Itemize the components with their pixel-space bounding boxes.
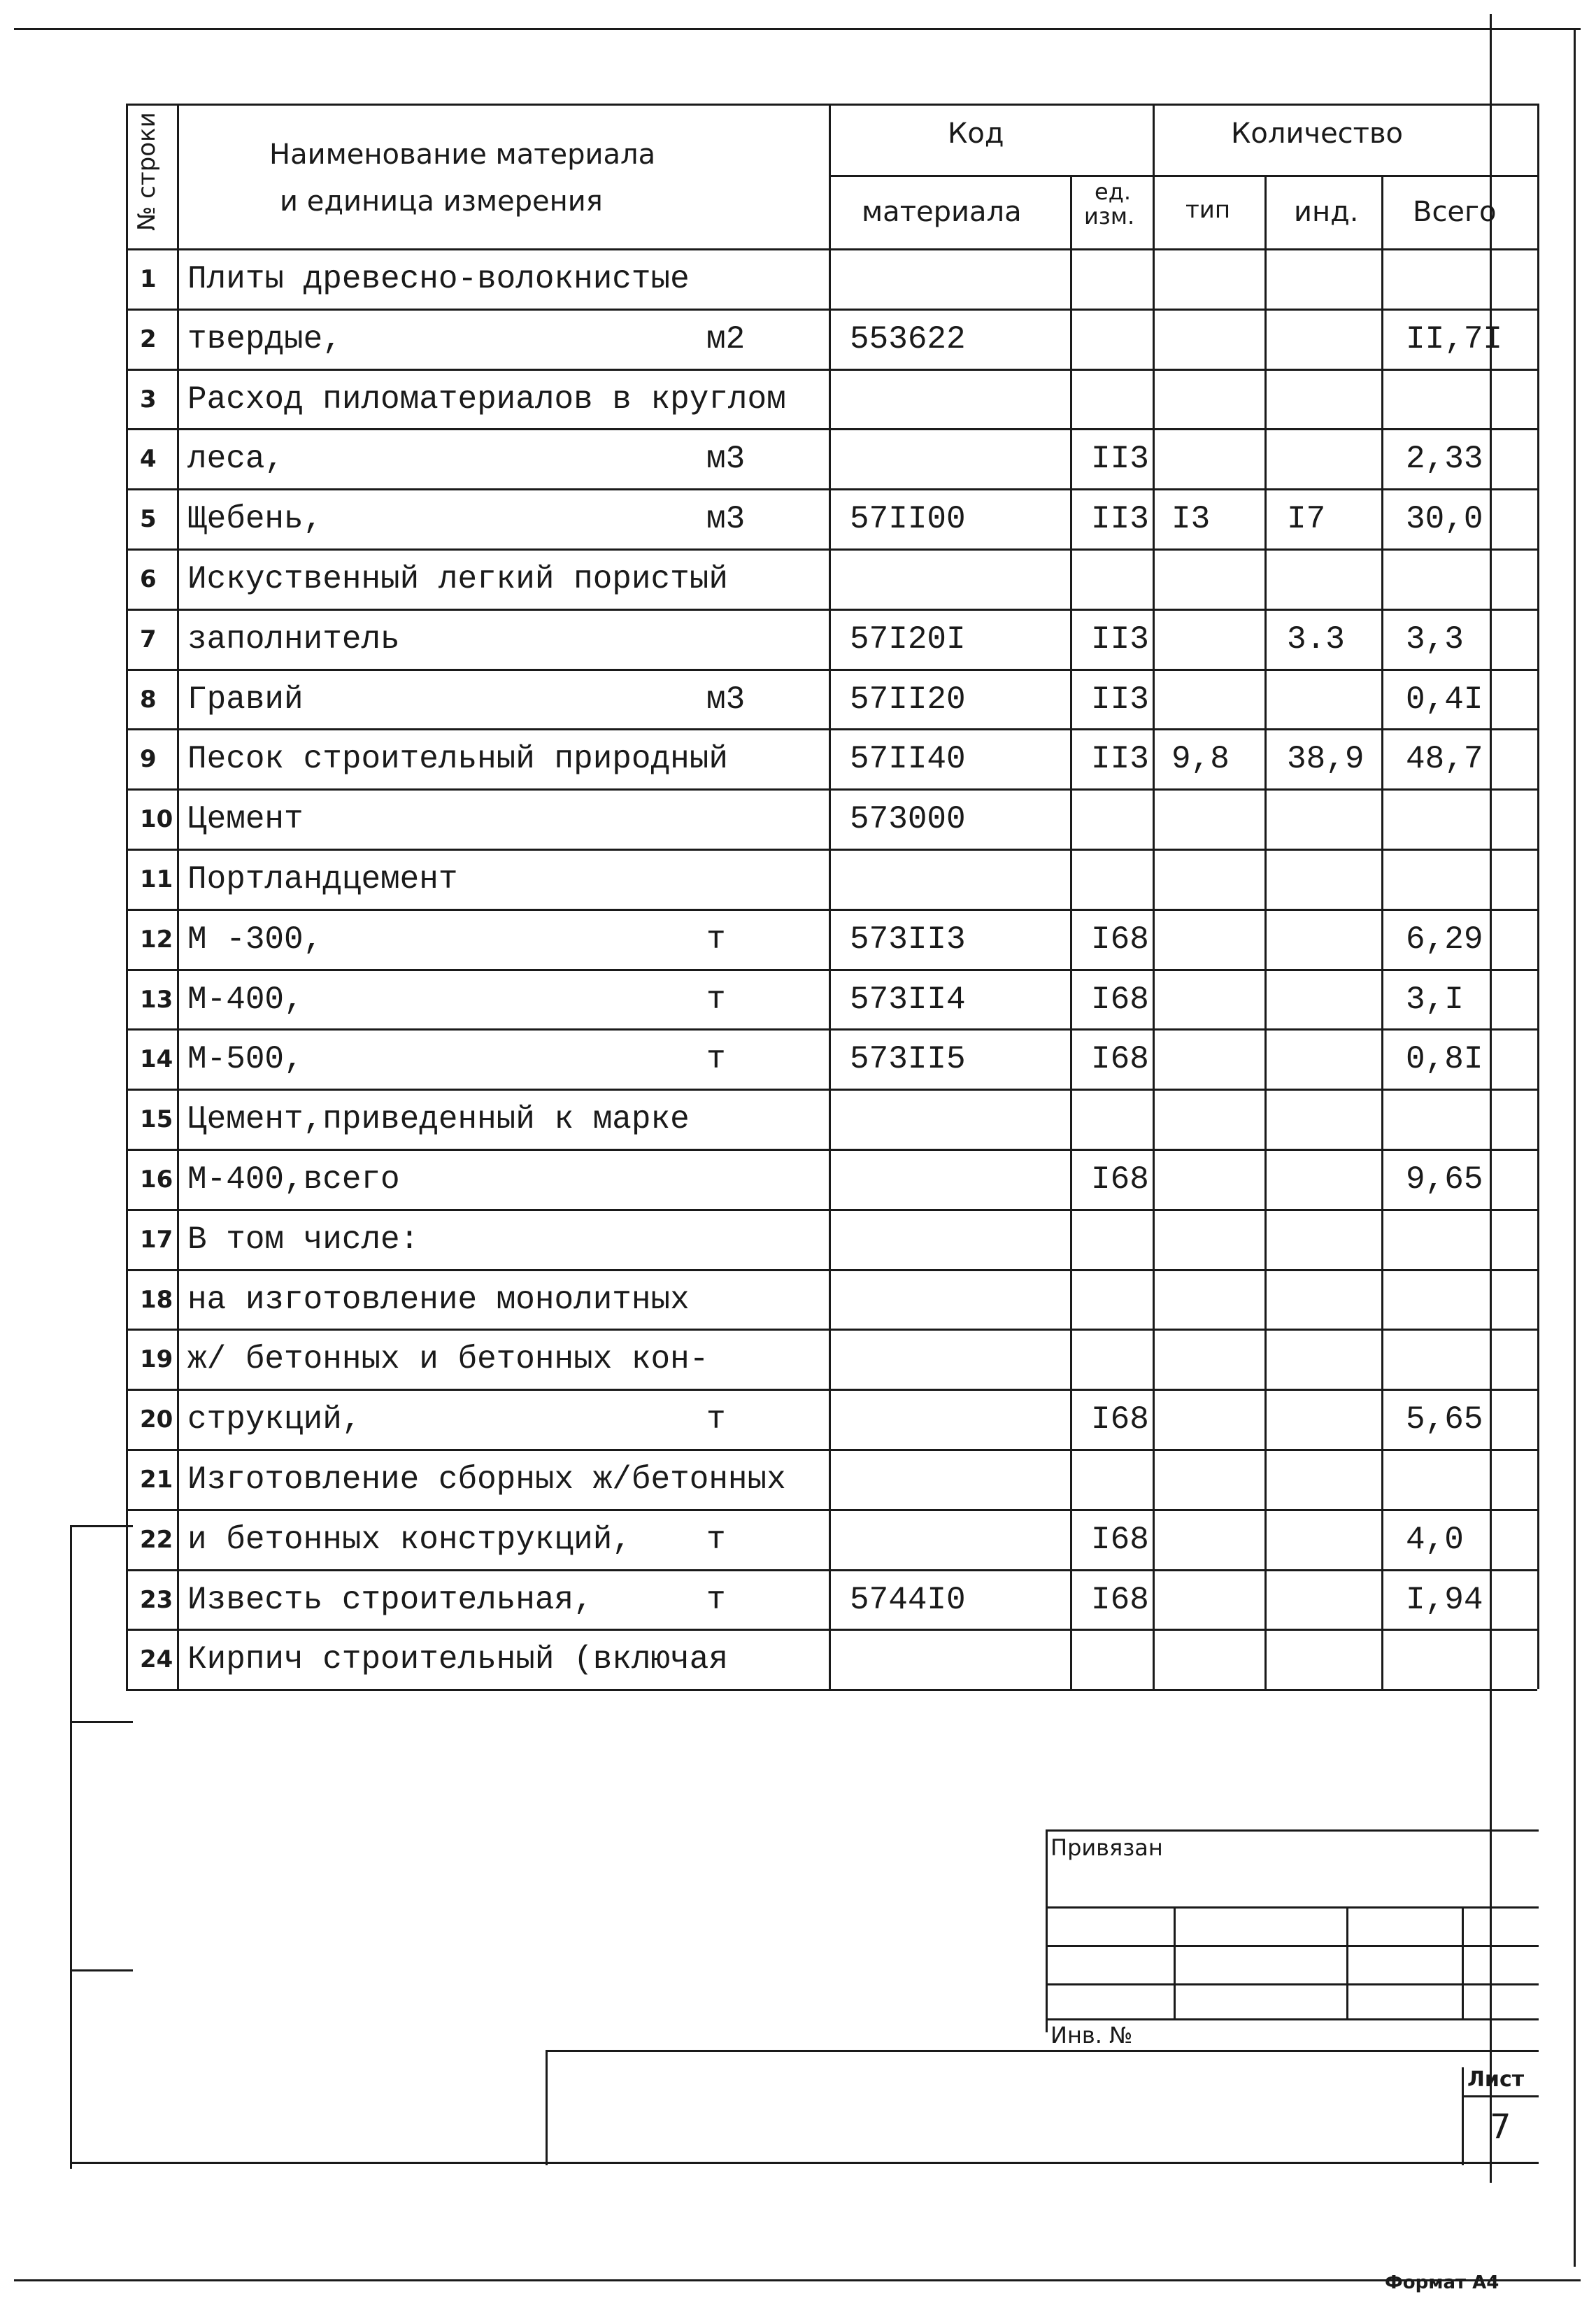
row-number: 20 [140, 1406, 173, 1433]
material-unit: т [706, 1522, 726, 1558]
material-unit: т [706, 1041, 726, 1077]
material-unit: т [706, 1582, 726, 1618]
header-row-number: № строки [133, 112, 161, 231]
binding-strip-divider-1 [70, 1721, 133, 1723]
header-unit-line1: ед. [1095, 178, 1131, 205]
material-name: М-400, [187, 982, 304, 1018]
table-row-divider [126, 1629, 1537, 1631]
table-row-divider [126, 669, 1537, 671]
quantity-total: 5,65 [1406, 1401, 1483, 1438]
table-row-divider [126, 969, 1537, 971]
material-code: 573II3 [850, 921, 966, 958]
material-code: 553622 [850, 321, 966, 357]
material-name: Цемент [187, 801, 304, 837]
row-number: 12 [140, 926, 173, 954]
col-line-unit [1153, 104, 1155, 1689]
table-row-divider [126, 428, 1537, 430]
table-row-divider [126, 1329, 1537, 1331]
unit-code: I68 [1091, 1041, 1149, 1077]
header-name-line1: Наименование материала [269, 139, 656, 171]
table-row-divider [126, 1389, 1537, 1391]
table-top-border [126, 104, 1537, 106]
table-row-divider [126, 1089, 1537, 1091]
binding-strip-top [70, 1525, 133, 1527]
unit-code: I68 [1091, 1522, 1149, 1558]
unit-code: II3 [1091, 681, 1149, 718]
col-line-typ [1264, 175, 1267, 1689]
table-row-divider [126, 788, 1537, 791]
header-ind: инд. [1294, 196, 1359, 228]
quantity-typ: 9,8 [1171, 741, 1230, 777]
title-block-top-border [1046, 1829, 1539, 1832]
material-name: Кирпич строительный (включая [187, 1641, 728, 1678]
quantity-ind: I7 [1287, 501, 1326, 537]
material-name: Известь строительная, [187, 1582, 593, 1618]
table-row-divider [126, 1149, 1537, 1151]
row-number: 17 [140, 1226, 173, 1254]
quantity-total: 30,0 [1406, 501, 1483, 537]
row-number: 5 [140, 505, 157, 533]
material-name: Цемент,приведенный к марке [187, 1101, 690, 1138]
table-row-divider [126, 1209, 1537, 1211]
title-block-row-2 [1046, 1945, 1539, 1947]
row-number: 23 [140, 1586, 173, 1614]
row-number: 6 [140, 565, 157, 593]
title-block-row-3 [1046, 1983, 1539, 1985]
table-bottom-line [70, 2162, 1539, 2164]
row-number: 10 [140, 805, 173, 833]
title-block-left-border [1046, 1829, 1048, 2032]
material-name: М -300, [187, 921, 323, 958]
row-number: 16 [140, 1166, 173, 1194]
material-name: заполнитель [187, 621, 400, 658]
header-code: Код [948, 118, 1004, 150]
material-code: 57I20I [850, 621, 966, 658]
sheet-number: 7 [1490, 2107, 1511, 2146]
binding-strip-divider-2 [70, 1969, 133, 1971]
stamp-top-border [546, 2050, 1539, 2052]
table-row-divider [126, 488, 1537, 490]
row-number: 24 [140, 1645, 173, 1673]
quantity-total: 3,I [1406, 982, 1464, 1018]
header-bottom-border [126, 248, 1537, 250]
col-line-right [1537, 104, 1539, 1689]
header-typ: тип [1185, 196, 1231, 224]
quantity-total: 9,65 [1406, 1161, 1483, 1198]
material-code: 5744I0 [850, 1582, 966, 1618]
row-number: 11 [140, 865, 173, 893]
table-row-divider [126, 1689, 1537, 1691]
sheet-box-left-border [1462, 2067, 1464, 2165]
unit-code: I68 [1091, 1401, 1149, 1438]
table-row-divider [126, 909, 1537, 911]
stamp-left-border [546, 2050, 548, 2165]
quantity-total: 48,7 [1406, 741, 1483, 777]
row-number: 22 [140, 1526, 173, 1554]
material-name: Плиты древесно-волокнистые [187, 261, 690, 297]
quantity-total: I,94 [1406, 1582, 1483, 1618]
header-quantity: Количество [1231, 118, 1404, 150]
quantity-total: 6,29 [1406, 921, 1483, 958]
row-number: 9 [140, 745, 157, 773]
material-code: 573II5 [850, 1041, 966, 1077]
quantity-total: 3,3 [1406, 621, 1464, 658]
table-row-divider [126, 609, 1537, 611]
unit-code: II3 [1091, 501, 1149, 537]
header-total: Всего [1413, 196, 1497, 228]
col-line-left [126, 104, 128, 1689]
row-number: 19 [140, 1345, 173, 1373]
material-name: Расход пиломатериалов в круглом [187, 381, 786, 418]
material-name: Песок строительный природный [187, 741, 728, 777]
quantity-ind: 38,9 [1287, 741, 1365, 777]
quantity-total: 0,4I [1406, 681, 1483, 718]
col-line-rowno [177, 104, 179, 1689]
table-row-divider [126, 548, 1537, 551]
paper-format-label: Формат А4 [1385, 2272, 1499, 2293]
material-unit: м2 [706, 321, 746, 357]
col-line-code [1070, 175, 1072, 1689]
row-number: 13 [140, 986, 173, 1014]
material-name: ж/ бетонных и бетонных кон- [187, 1341, 709, 1378]
unit-code: I68 [1091, 921, 1149, 958]
sheet-label: Лист [1467, 2067, 1525, 2092]
material-name: Щебень, [187, 501, 323, 537]
material-name: твердые, [187, 321, 342, 357]
table-row-divider [126, 1269, 1537, 1271]
material-name: Гравий [187, 681, 304, 718]
unit-code: II3 [1091, 441, 1149, 477]
inv-no-label: Инв. № [1050, 2022, 1133, 2048]
row-number: 8 [140, 686, 157, 714]
col-line-name [829, 104, 831, 1689]
row-number: 7 [140, 625, 157, 653]
quantity-typ: I3 [1171, 501, 1211, 537]
row-number: 3 [140, 385, 157, 413]
unit-code: I68 [1091, 1582, 1149, 1618]
quantity-total: 2,33 [1406, 441, 1483, 477]
unit-code: I68 [1091, 1161, 1149, 1198]
header-sub-divider [829, 175, 1537, 177]
table-row-divider [126, 369, 1537, 371]
unit-code: II3 [1091, 621, 1149, 658]
material-code: 573II4 [850, 982, 966, 1018]
material-name: и бетонных конструкций, [187, 1522, 632, 1558]
material-code: 57II00 [850, 501, 966, 537]
material-name: М-400,всего [187, 1161, 400, 1198]
table-row-divider [126, 309, 1537, 311]
title-block-row-1 [1046, 1906, 1539, 1909]
material-unit: м3 [706, 501, 746, 537]
material-name: Портландцемент [187, 861, 458, 898]
header-name-line2: и единица измерения [280, 185, 603, 218]
table-row-divider [126, 1569, 1537, 1571]
title-block-col-2 [1346, 1906, 1348, 2018]
quantity-total: 4,0 [1406, 1522, 1464, 1558]
frame-bottom-border [14, 2279, 1581, 2281]
material-code: 57II20 [850, 681, 966, 718]
quantity-ind: 3.3 [1287, 621, 1345, 658]
linked-label: Привязан [1050, 1834, 1163, 1861]
table-row-divider [126, 1028, 1537, 1031]
material-name: Искуственный легкий пористый [187, 561, 728, 597]
material-name: леса, [187, 441, 285, 477]
material-unit: т [706, 1401, 726, 1438]
material-unit: т [706, 982, 726, 1018]
unit-code: I68 [1091, 982, 1149, 1018]
title-block-col-1 [1174, 1906, 1176, 2018]
material-unit: м3 [706, 441, 746, 477]
table-row-divider [126, 1509, 1537, 1511]
sheet-box-divider [1462, 2095, 1539, 2097]
row-number: 15 [140, 1105, 173, 1133]
material-code: 57II40 [850, 741, 966, 777]
title-block-row-4 [1046, 2018, 1539, 2020]
table-row-divider [126, 728, 1537, 730]
header-unit-line2: изм. [1084, 203, 1135, 229]
row-number: 21 [140, 1466, 173, 1494]
quantity-total: II,7I [1406, 321, 1503, 357]
material-name: струкций, [187, 1401, 362, 1438]
row-number: 1 [140, 265, 157, 293]
title-block-col-3 [1462, 1906, 1464, 2018]
material-unit: т [706, 921, 726, 958]
material-unit: м3 [706, 681, 746, 718]
table-row-divider [126, 849, 1537, 851]
col-line-ind [1381, 175, 1383, 1689]
row-number: 14 [140, 1045, 173, 1073]
row-number: 18 [140, 1286, 173, 1314]
table-row-divider [126, 1449, 1537, 1451]
material-name: В том числе: [187, 1222, 420, 1258]
header-material: материала [862, 196, 1022, 228]
quantity-total: 0,8I [1406, 1041, 1483, 1077]
material-name: М-500, [187, 1041, 304, 1077]
binding-strip-left [70, 1525, 72, 2169]
row-number: 2 [140, 325, 157, 353]
material-name: Изготовление сборных ж/бетонных [187, 1461, 786, 1498]
unit-code: II3 [1091, 741, 1149, 777]
row-number: 4 [140, 445, 157, 473]
material-code: 573000 [850, 801, 966, 837]
material-name: на изготовление монолитных [187, 1282, 690, 1318]
